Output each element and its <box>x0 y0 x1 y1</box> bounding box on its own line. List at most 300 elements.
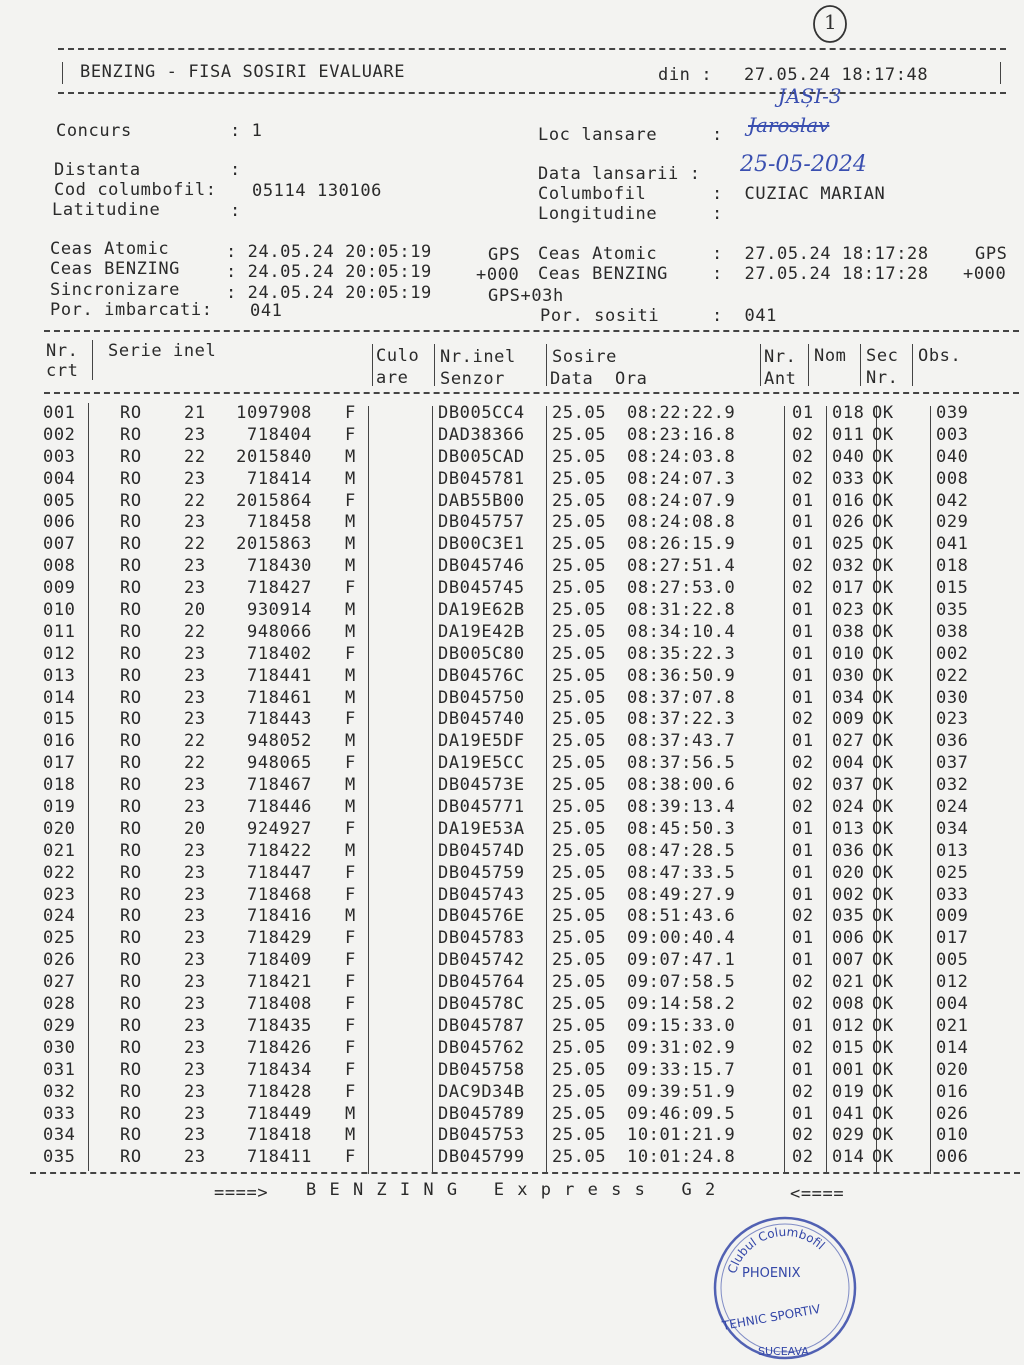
row-number: 027 <box>43 972 76 993</box>
security-status: OK <box>872 753 894 774</box>
ceas-benzing-label: Ceas BENZING <box>50 259 181 279</box>
observation: 036 <box>936 731 969 752</box>
col-culoare-header-2: are <box>376 368 409 388</box>
security-status: OK <box>872 906 894 927</box>
ceas-atomic-right-label: Ceas Atomic <box>538 244 658 264</box>
ring-number: 718467 <box>246 775 312 796</box>
table-row <box>40 578 1024 600</box>
footer-brand: B E N Z I N G E x p r e s s G 2 <box>306 1180 717 1200</box>
observation: 034 <box>936 818 969 839</box>
ring-year: 23 <box>184 556 206 577</box>
sensor-id: DB045758 <box>438 1059 525 1080</box>
ring-year: 21 <box>184 403 206 423</box>
col-nr-header: Nr. <box>46 341 79 361</box>
observation: 005 <box>936 950 969 971</box>
observation: 029 <box>936 512 969 533</box>
nominal-number: 008 <box>832 994 865 1015</box>
arrival-time: 08:37:22.3 <box>627 709 736 730</box>
sex: F <box>345 1059 356 1080</box>
sensor-id: DB045762 <box>438 1037 525 1058</box>
table-row <box>40 994 1024 1016</box>
observation: 012 <box>936 972 969 993</box>
observation: 010 <box>936 1125 969 1146</box>
observation: 040 <box>936 446 969 467</box>
sensor-id: DB045759 <box>438 862 525 883</box>
page-number: 1 <box>824 10 837 34</box>
ring-number: 718426 <box>246 1037 312 1058</box>
country-code: RO <box>120 403 142 423</box>
arrival-time: 09:07:47.1 <box>627 950 736 971</box>
table-row <box>40 622 1024 644</box>
nominal-number: 019 <box>832 1081 865 1102</box>
arrival-time: 08:36:50.9 <box>627 665 736 686</box>
nominal-number: 015 <box>832 1037 865 1058</box>
loc-lansare-sep: : <box>712 125 723 145</box>
nominal-number: 011 <box>832 424 865 445</box>
antenna-number: 01 <box>792 643 814 664</box>
antenna-number: 01 <box>792 950 814 971</box>
country-code: RO <box>120 840 142 861</box>
sex: M <box>345 731 356 752</box>
ring-number: 718446 <box>246 797 312 818</box>
ring-year: 23 <box>184 1103 206 1124</box>
nominal-number: 038 <box>832 621 865 642</box>
arrival-time: 08:37:56.5 <box>627 753 736 774</box>
sex: F <box>345 1015 356 1036</box>
sex: F <box>345 424 356 445</box>
table-row <box>40 753 1024 775</box>
observation: 002 <box>936 643 969 664</box>
row-number: 023 <box>43 884 76 905</box>
nominal-number: 020 <box>832 862 865 883</box>
sensor-id: DB04574D <box>438 840 525 861</box>
sensor-id: DB045764 <box>438 972 525 993</box>
col-crt-header: crt <box>46 361 79 381</box>
country-code: RO <box>120 1081 142 1102</box>
sensor-id: DAD38366 <box>438 424 525 445</box>
ring-year: 23 <box>184 687 206 708</box>
ring-year: 23 <box>184 862 206 883</box>
ceas-atomic-suffix: GPS <box>488 245 521 265</box>
security-status: OK <box>872 972 894 993</box>
antenna-number: 01 <box>792 1015 814 1036</box>
nominal-number: 036 <box>832 840 865 861</box>
arrival-time: 08:35:22.3 <box>627 643 736 664</box>
country-code: RO <box>120 1059 142 1080</box>
arrival-date: 25.05 <box>552 1147 607 1168</box>
sensor-id: DA19E5CC <box>438 753 525 774</box>
observation: 041 <box>936 534 969 555</box>
sensor-id: DB00C3E1 <box>438 534 525 555</box>
security-status: OK <box>872 884 894 905</box>
antenna-number: 01 <box>792 818 814 839</box>
ring-number: 718468 <box>246 884 312 905</box>
country-code: RO <box>120 1147 142 1168</box>
antenna-number: 01 <box>792 1103 814 1124</box>
table-row <box>40 688 1024 710</box>
sensor-id: DAB55B00 <box>438 490 525 511</box>
col-inel-header: Nr.inel <box>440 347 516 367</box>
country-code: RO <box>120 906 142 927</box>
nominal-number: 009 <box>832 709 865 730</box>
footer-arrow-right: <==== <box>790 1184 845 1204</box>
row-number: 022 <box>43 862 76 883</box>
ring-number: 718414 <box>246 468 312 489</box>
arrival-date: 25.05 <box>552 950 607 971</box>
country-code: RO <box>120 1037 142 1058</box>
arrival-time: 08:39:13.4 <box>627 797 736 818</box>
antenna-number: 02 <box>792 709 814 730</box>
arrival-date: 25.05 <box>552 797 607 818</box>
arrival-date: 25.05 <box>552 1059 607 1080</box>
row-number: 003 <box>43 446 76 467</box>
row-number: 018 <box>43 775 76 796</box>
ceas-benzing-value: : 24.05.24 20:05:19 <box>226 262 432 282</box>
nominal-number: 001 <box>832 1059 865 1080</box>
nominal-number: 021 <box>832 972 865 993</box>
security-status: OK <box>872 490 894 511</box>
security-status: OK <box>872 1081 894 1102</box>
arrival-time: 09:31:02.9 <box>627 1037 736 1058</box>
nominal-number: 013 <box>832 818 865 839</box>
observation: 003 <box>936 424 969 445</box>
security-status: OK <box>872 928 894 949</box>
ring-number: 718430 <box>246 556 312 577</box>
ring-number: 718416 <box>246 906 312 927</box>
antenna-number: 02 <box>792 468 814 489</box>
observation: 009 <box>936 906 969 927</box>
country-code: RO <box>120 578 142 599</box>
sensor-id: DB045743 <box>438 884 525 905</box>
security-status: OK <box>872 578 894 599</box>
ring-year: 23 <box>184 884 206 905</box>
table-row <box>40 1016 1024 1038</box>
row-number: 010 <box>43 600 76 621</box>
ring-number: 718404 <box>246 424 312 445</box>
country-code: RO <box>120 731 142 752</box>
ring-number: 718447 <box>246 862 312 883</box>
porumbei-sositi-value: : 041 <box>712 306 778 326</box>
report-date-label: din : <box>658 65 713 85</box>
observation: 039 <box>936 403 969 423</box>
table-row <box>40 512 1024 534</box>
antenna-number: 02 <box>792 906 814 927</box>
antenna-number: 01 <box>792 621 814 642</box>
security-status: OK <box>872 818 894 839</box>
table-row <box>40 534 1024 556</box>
col-ant-header: Nr. <box>764 347 797 367</box>
country-code: RO <box>120 797 142 818</box>
nominal-number: 029 <box>832 1125 865 1146</box>
arrival-time: 10:01:24.8 <box>627 1147 736 1168</box>
security-status: OK <box>872 1125 894 1146</box>
ceas-benzing-right-value: : 27.05.24 18:17:28 <box>712 264 929 284</box>
sensor-id: DB045787 <box>438 1015 525 1036</box>
table-row <box>40 1125 1024 1147</box>
row-number: 012 <box>43 643 76 664</box>
table-row <box>40 447 1024 469</box>
table-row <box>40 1038 1024 1060</box>
security-status: OK <box>872 862 894 883</box>
report-date: 27.05.24 18:17:48 <box>744 65 929 85</box>
sincronizare-suffix: GPS+03h <box>488 286 564 306</box>
loc-lansare-handwritten: JAȘI-3 <box>778 84 842 108</box>
country-code: RO <box>120 1125 142 1146</box>
sensor-id: DB045740 <box>438 709 525 730</box>
col-sec-header: Sec <box>866 346 899 366</box>
sex: F <box>345 403 356 423</box>
ring-year: 22 <box>184 731 206 752</box>
stamp-tehnic-sportiv: TEHNIC SPORTIV <box>721 1301 822 1333</box>
nominal-number: 012 <box>832 1015 865 1036</box>
sensor-id: DB005C80 <box>438 643 525 664</box>
security-status: OK <box>872 556 894 577</box>
arrival-time: 10:01:21.9 <box>627 1125 736 1146</box>
arrival-time: 08:27:53.0 <box>627 578 736 599</box>
row-number: 030 <box>43 1037 76 1058</box>
ring-number: 1097908 <box>236 403 312 423</box>
antenna-number: 02 <box>792 775 814 796</box>
nominal-number: 034 <box>832 687 865 708</box>
club-stamp <box>712 1215 858 1361</box>
observation: 026 <box>936 1103 969 1124</box>
sex: F <box>345 862 356 883</box>
ceas-benzing-right-suffix: +000 <box>963 264 1007 284</box>
table-row <box>40 775 1024 797</box>
nominal-number: 006 <box>832 928 865 949</box>
ring-year: 20 <box>184 600 206 621</box>
cod-columbofil-label: Cod columbofil: <box>54 180 217 200</box>
stamp-top-text: Clubul Columbofil <box>725 1224 828 1276</box>
nominal-number: 023 <box>832 600 865 621</box>
ring-number: 718421 <box>246 972 312 993</box>
col-data-ora-header: Data Ora <box>550 369 648 389</box>
arrival-date: 25.05 <box>552 753 607 774</box>
distanta-label: Distanta <box>54 160 141 180</box>
ring-year: 22 <box>184 753 206 774</box>
security-status: OK <box>872 468 894 489</box>
table-row <box>40 644 1024 666</box>
country-code: RO <box>120 621 142 642</box>
arrival-date: 25.05 <box>552 1015 607 1036</box>
ring-year: 23 <box>184 1015 206 1036</box>
ring-year: 23 <box>184 1125 206 1146</box>
sex: F <box>345 643 356 664</box>
row-number: 029 <box>43 1015 76 1036</box>
row-number: 025 <box>43 928 76 949</box>
arrival-time: 09:33:15.7 <box>627 1059 736 1080</box>
arrival-time: 09:39:51.9 <box>627 1081 736 1102</box>
observation: 023 <box>936 709 969 730</box>
nominal-number: 041 <box>832 1103 865 1124</box>
ring-year: 23 <box>184 775 206 796</box>
row-number: 017 <box>43 753 76 774</box>
sensor-id: DA19E5DF <box>438 731 525 752</box>
sex: F <box>345 709 356 730</box>
country-code: RO <box>120 490 142 511</box>
ceas-atomic-label: Ceas Atomic <box>50 239 170 259</box>
sex: F <box>345 1037 356 1058</box>
ring-year: 23 <box>184 424 206 445</box>
row-number: 009 <box>43 578 76 599</box>
table-row <box>40 797 1024 819</box>
arrival-time: 08:38:00.6 <box>627 775 736 796</box>
sensor-id: DB045799 <box>438 1147 525 1168</box>
ring-number: 948065 <box>246 753 312 774</box>
ring-year: 20 <box>184 818 206 839</box>
arrival-date: 25.05 <box>552 403 607 423</box>
antenna-number: 01 <box>792 840 814 861</box>
observation: 022 <box>936 665 969 686</box>
ring-year: 23 <box>184 709 206 730</box>
sex: F <box>345 884 356 905</box>
row-number: 006 <box>43 512 76 533</box>
arrival-date: 25.05 <box>552 1081 607 1102</box>
arrival-time: 08:24:03.8 <box>627 446 736 467</box>
security-status: OK <box>872 665 894 686</box>
observation: 042 <box>936 490 969 511</box>
country-code: RO <box>120 665 142 686</box>
observation: 004 <box>936 994 969 1015</box>
porumbei-sositi-label: Por. sositi <box>540 306 660 326</box>
nominal-number: 026 <box>832 512 865 533</box>
arrival-time: 08:24:07.9 <box>627 490 736 511</box>
country-code: RO <box>120 1015 142 1036</box>
antenna-number: 02 <box>792 424 814 445</box>
sensor-id: DB04573E <box>438 775 525 796</box>
antenna-number: 01 <box>792 490 814 511</box>
antenna-number: 01 <box>792 731 814 752</box>
ring-number: 718409 <box>246 950 312 971</box>
arrival-date: 25.05 <box>552 994 607 1015</box>
ring-year: 23 <box>184 643 206 664</box>
observation: 014 <box>936 1037 969 1058</box>
ring-year: 23 <box>184 1147 206 1168</box>
arrival-time: 08:37:07.8 <box>627 687 736 708</box>
ring-year: 23 <box>184 512 206 533</box>
table-row <box>40 972 1024 994</box>
arrival-time: 08:47:33.5 <box>627 862 736 883</box>
arrival-time: 08:24:07.3 <box>627 468 736 489</box>
row-number: 015 <box>43 709 76 730</box>
latitudine-label: Latitudine <box>52 200 161 220</box>
sincronizare-value: : 24.05.24 20:05:19 <box>226 283 432 303</box>
observation: 024 <box>936 797 969 818</box>
table-row <box>40 885 1024 907</box>
country-code: RO <box>120 753 142 774</box>
arrival-date: 25.05 <box>552 490 607 511</box>
sex: M <box>345 665 356 686</box>
sex: F <box>345 753 356 774</box>
arrivals-table-body <box>40 403 1024 1169</box>
ring-number: 948066 <box>246 621 312 642</box>
sensor-id: DB045745 <box>438 578 525 599</box>
sensor-id: DAC9D34B <box>438 1081 525 1102</box>
arrival-time: 08:49:27.9 <box>627 884 736 905</box>
ring-year: 23 <box>184 994 206 1015</box>
nominal-number: 017 <box>832 578 865 599</box>
nominal-number: 027 <box>832 731 865 752</box>
sincronizare-label: Sincronizare <box>50 280 181 300</box>
table-row <box>40 425 1024 447</box>
nominal-number: 007 <box>832 950 865 971</box>
arrival-date: 25.05 <box>552 424 607 445</box>
ring-year: 22 <box>184 621 206 642</box>
observation: 030 <box>936 687 969 708</box>
country-code: RO <box>120 1103 142 1124</box>
porumbei-imbarcati-value: 041 <box>250 301 283 321</box>
nominal-number: 032 <box>832 556 865 577</box>
security-status: OK <box>872 709 894 730</box>
nominal-number: 037 <box>832 775 865 796</box>
ceas-benzing-suffix: +000 <box>476 265 520 285</box>
country-code: RO <box>120 446 142 467</box>
observation: 017 <box>936 928 969 949</box>
col-nom-header: Nom <box>814 346 847 366</box>
security-status: OK <box>872 643 894 664</box>
ceas-atomic-value: : 24.05.24 20:05:19 <box>226 242 432 262</box>
arrival-time: 08:47:28.5 <box>627 840 736 861</box>
sex: F <box>345 490 356 511</box>
arrival-date: 25.05 <box>552 468 607 489</box>
arrival-time: 08:23:16.8 <box>627 424 736 445</box>
country-code: RO <box>120 972 142 993</box>
arrival-time: 09:15:33.0 <box>627 1015 736 1036</box>
antenna-number: 01 <box>792 512 814 533</box>
sex: M <box>345 775 356 796</box>
arrival-date: 25.05 <box>552 665 607 686</box>
sensor-id: DB04578C <box>438 994 525 1015</box>
sex: M <box>345 797 356 818</box>
ring-number: 718458 <box>246 512 312 533</box>
row-number: 004 <box>43 468 76 489</box>
data-lansarii-handwritten: 25-05-2024 <box>740 152 867 177</box>
report-title: BENZING - FISA SOSIRI EVALUARE <box>80 62 406 82</box>
nominal-number: 030 <box>832 665 865 686</box>
arrival-date: 25.05 <box>552 643 607 664</box>
ring-number: 2015840 <box>236 446 312 467</box>
antenna-number: 02 <box>792 1125 814 1146</box>
loc-lansare-label: Loc lansare <box>538 125 658 145</box>
sex: F <box>345 994 356 1015</box>
columbofil-value: : CUZIAC MARIAN <box>712 184 886 204</box>
observation: 038 <box>936 621 969 642</box>
row-number: 032 <box>43 1081 76 1102</box>
security-status: OK <box>872 446 894 467</box>
col-culoare-header: Culo <box>376 346 420 366</box>
antenna-number: 02 <box>792 972 814 993</box>
table-row <box>40 556 1024 578</box>
ring-year: 23 <box>184 1081 206 1102</box>
nominal-number: 033 <box>832 468 865 489</box>
observation: 008 <box>936 468 969 489</box>
sex: M <box>345 468 356 489</box>
arrival-time: 08:37:43.7 <box>627 731 736 752</box>
col-serie-header: Serie inel <box>108 341 217 361</box>
sensor-id: DA19E53A <box>438 818 525 839</box>
observation: 020 <box>936 1059 969 1080</box>
security-status: OK <box>872 797 894 818</box>
concurs-value: : 1 <box>230 121 263 141</box>
row-number: 033 <box>43 1103 76 1124</box>
row-number: 007 <box>43 534 76 555</box>
antenna-number: 02 <box>792 1147 814 1168</box>
ring-number: 718427 <box>246 578 312 599</box>
ring-number: 718461 <box>246 687 312 708</box>
observation: 021 <box>936 1015 969 1036</box>
arrival-time: 08:34:10.4 <box>627 621 736 642</box>
country-code: RO <box>120 709 142 730</box>
